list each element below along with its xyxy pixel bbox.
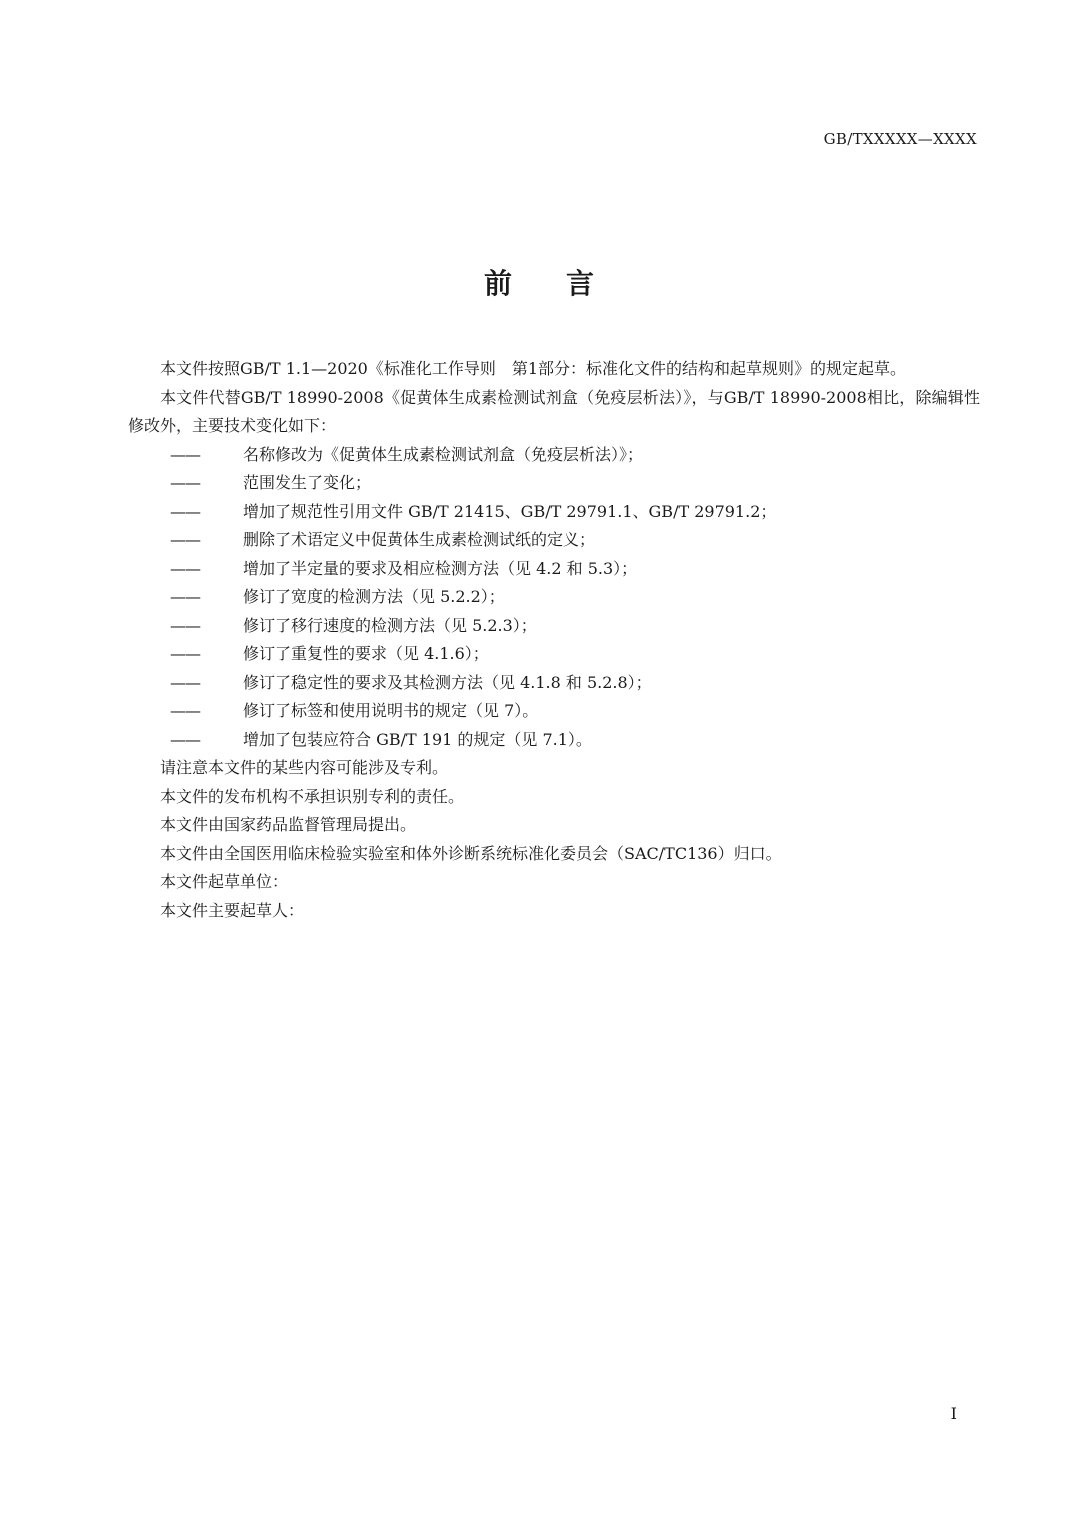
list-dash: ——	[170, 444, 200, 464]
change-item	[128, 526, 980, 555]
list-dash: ——	[170, 530, 200, 549]
change-item	[128, 697, 980, 726]
change-item	[128, 669, 980, 698]
outro-paragraph: 本文件由全国医用临床检验实验室和体外诊断系统标准化委员会（SAC/TC136）归口。	[160, 843, 782, 863]
list-dash: ——	[170, 701, 200, 720]
document-code: GB/TXXXXX—XXXX	[823, 130, 977, 148]
list-dash: ——	[170, 644, 200, 663]
page-number: I	[950, 1404, 957, 1423]
change-text: 修订了标签和使用说明书的规定（见 7）。	[243, 701, 539, 720]
page-title	[0, 262, 1080, 302]
change-text: 修订了重复性的要求（见 4.1.6）；	[243, 644, 489, 663]
change-item	[128, 469, 980, 498]
change-text: 范围发生了变化；	[243, 473, 372, 492]
change-item	[128, 583, 980, 612]
outro-paragraph: 本文件的发布机构不承担识别专利的责任。	[160, 786, 465, 806]
outro-paragraph: 本文件由国家药品监督管理局提出。	[160, 815, 417, 834]
change-text: 修订了移行速度的检测方法（见 5.2.3）；	[243, 615, 537, 635]
list-dash: ——	[170, 501, 200, 521]
list-dash: ——	[170, 672, 200, 692]
change-item	[128, 726, 980, 755]
outro-paragraph: 请注意本文件的某些内容可能涉及专利。	[160, 758, 449, 777]
title-char-1: 前	[483, 267, 514, 300]
drafters-line: 本文件主要起草人：	[160, 900, 305, 920]
intro-paragraph: 本文件按照GB/T 1.1—2020《标准化工作导则 第1部分：标准化文件的结构和起草规则》的规定起草。	[160, 359, 907, 378]
intro-paragraph: 本文件代替GB/T 18990-2008《促黄体生成素检测试剂盒（免疫层析法）》，与GB/T 18990-2008相比，除编辑性修改外，主要技术变化如下：	[128, 387, 980, 435]
change-item	[128, 498, 980, 527]
list-dash: ——	[170, 729, 200, 749]
change-text: 删除了术语定义中促黄体生成素检测试纸的定义；	[243, 530, 596, 549]
change-text: 增加了半定量的要求及相应检测方法（见 4.2 和 5.3）；	[243, 558, 638, 578]
change-item	[128, 612, 980, 641]
change-item	[128, 555, 980, 584]
title-char-2: 言	[566, 267, 597, 300]
change-text: 增加了包装应符合 GB/T 191 的规定（见 7.1）。	[243, 729, 592, 749]
list-dash: ——	[170, 473, 200, 492]
list-dash: ——	[170, 558, 200, 578]
change-text: 增加了规范性引用文件 GB/T 21415、GB/T 29791.1、GB/T 29791.2；	[243, 501, 777, 521]
change-item	[128, 441, 980, 470]
drafting-unit-line: 本文件起草单位：	[160, 872, 289, 891]
change-text: 修订了宽度的检测方法（见 5.2.2）；	[243, 587, 505, 606]
list-dash: ——	[170, 587, 200, 606]
change-text: 名称修改为《促黄体生成素检测试剂盒（免疫层析法）》；	[243, 444, 644, 464]
body-text	[128, 355, 980, 925]
list-dash: ——	[170, 615, 200, 635]
change-text: 修订了稳定性的要求及其检测方法（见 4.1.8 和 5.2.8）；	[243, 672, 652, 692]
change-item	[128, 640, 980, 669]
